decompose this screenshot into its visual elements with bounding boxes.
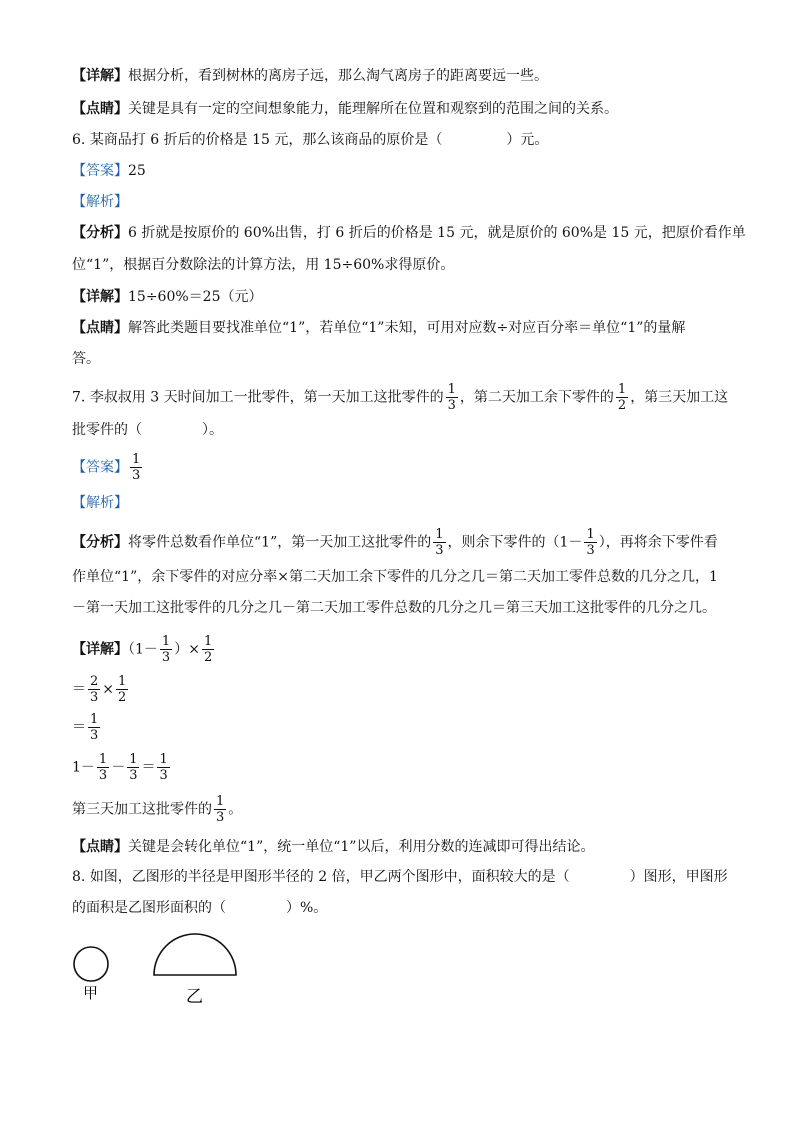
fraction: $\frac{1}{3}$ — [98, 752, 108, 783]
q7-analysis-tag: 【解析】 — [72, 495, 128, 511]
q6-tip-line2: 答。 — [72, 351, 100, 367]
fraction: $\frac{1}{3}$ — [159, 752, 168, 783]
question-6: 6. 某商品打 6 折后的价格是 15 元，那么该商品的原价是（ ）元。 — [72, 132, 549, 148]
q7-step3: ＝ $\frac{1}{3}$ — [72, 712, 99, 743]
q6-analysis-line1: 【分析】6 折就是按原价的 60%出售，打 6 折后的价格是 15 元，就是原价的 60%是 15 元，把原价看作单 — [72, 225, 746, 241]
fraction: $\frac{1}{3}$ — [132, 452, 141, 483]
q7-step2: ＝ $\frac{2}{3}$ × $\frac{1}{2}$ — [72, 674, 127, 705]
label-yi: 乙 — [186, 987, 203, 1007]
fraction: $\frac{1}{3}$ — [161, 634, 171, 665]
detail-line: 【详解】根据分析，看到树林的离房子远，那么淘气离房子的距离要远一些。 — [72, 68, 548, 84]
q6-tip-line1: 【点睛】解答此类题目要找准单位“1”，若单位“1”未知，可用对应数÷对应百分率＝单位“1”的量解 — [72, 320, 686, 336]
question-7: 7. 李叔叔用 3 天时间加工一批零件，第一天加工这批零件的 $\frac{1}{3}$ ，第二天加工余下零件的 $\frac{1}{2}$ ，第三天加工这 — [72, 382, 729, 413]
fraction: $\frac{1}{3}$ — [435, 527, 444, 558]
q7-tip: 【点睛】关键是会转化单位“1”，统一单位“1”以后，利用分数的连减即可得出结论。 — [72, 839, 595, 855]
q6-analysis-tag: 【解析】 — [72, 194, 128, 210]
q7-analysis-line1: 【分析】将零件总数看作单位“1”，第一天加工这批零件的 $\frac{1}{3}$ ，则余下零件的（1－ $\frac{1}{3}$ ），再将余下零件看 — [72, 527, 718, 558]
q7-step4: 1－ $\frac{1}{3}$ － $\frac{1}{3}$ ＝ $\frac{1}{3}$ — [72, 752, 168, 783]
q7-analysis-line3: －第一天加工这批零件的几分之几－第二天加工零件总数的几分之几＝第三天加工这批零件的几分之几。 — [72, 600, 716, 616]
question-7-line2: 批零件的（ ）。 — [72, 422, 223, 438]
tip-line: 【点睛】关键是具有一定的空间想象能力，能理解所在位置和观察到的范围之间的关系。 — [72, 101, 618, 117]
q7-detail: 【详解】（1－ $\frac{1}{3}$ ）× $\frac{1}{2}$ — [72, 634, 213, 665]
fraction: $\frac{1}{2}$ — [617, 382, 627, 413]
q6-answer: 【答案】25 — [72, 163, 146, 179]
fraction: $\frac{2}{3}$ — [90, 674, 99, 705]
q7-analysis-line2: 作单位“1”，余下零件的对应分率×第二天加工余下零件的几分之几＝第二天加工零件总数的几分之几，1 — [72, 569, 718, 585]
q6-detail: 【详解】15÷60%＝25（元） — [72, 289, 263, 305]
label-jia: 甲 — [83, 984, 99, 1002]
question-8-line2: 的面积是乙图形面积的（ ）%。 — [72, 900, 328, 916]
q7-answer: 【答案】 $\frac{1}{3}$ — [72, 452, 141, 483]
q6-analysis-line2: 位“1”，根据百分数除法的计算方法，用 15÷60%求得原价。 — [72, 257, 455, 273]
fraction: $\frac{1}{3}$ — [129, 752, 138, 783]
circle-semicircle-figure — [66, 930, 266, 1010]
fraction: $\frac{1}{3}$ — [586, 527, 595, 558]
fraction: $\frac{1}{2}$ — [203, 634, 213, 665]
semicircle-yi — [154, 934, 236, 975]
circle-jia — [74, 947, 108, 981]
fraction: $\frac{1}{3}$ — [216, 794, 225, 825]
fraction: $\frac{1}{3}$ — [90, 712, 99, 743]
q7-step5: 第三天加工这批零件的 $\frac{1}{3}$ 。 — [72, 794, 243, 825]
fraction: $\frac{1}{2}$ — [118, 674, 127, 705]
question-8: 8. 如图，乙图形的半径是甲图形半径的 2 倍，甲乙两个图形中，面积较大的是（ ）图形，甲图形 — [72, 869, 728, 885]
fraction: $\frac{1}{3}$ — [447, 382, 456, 413]
